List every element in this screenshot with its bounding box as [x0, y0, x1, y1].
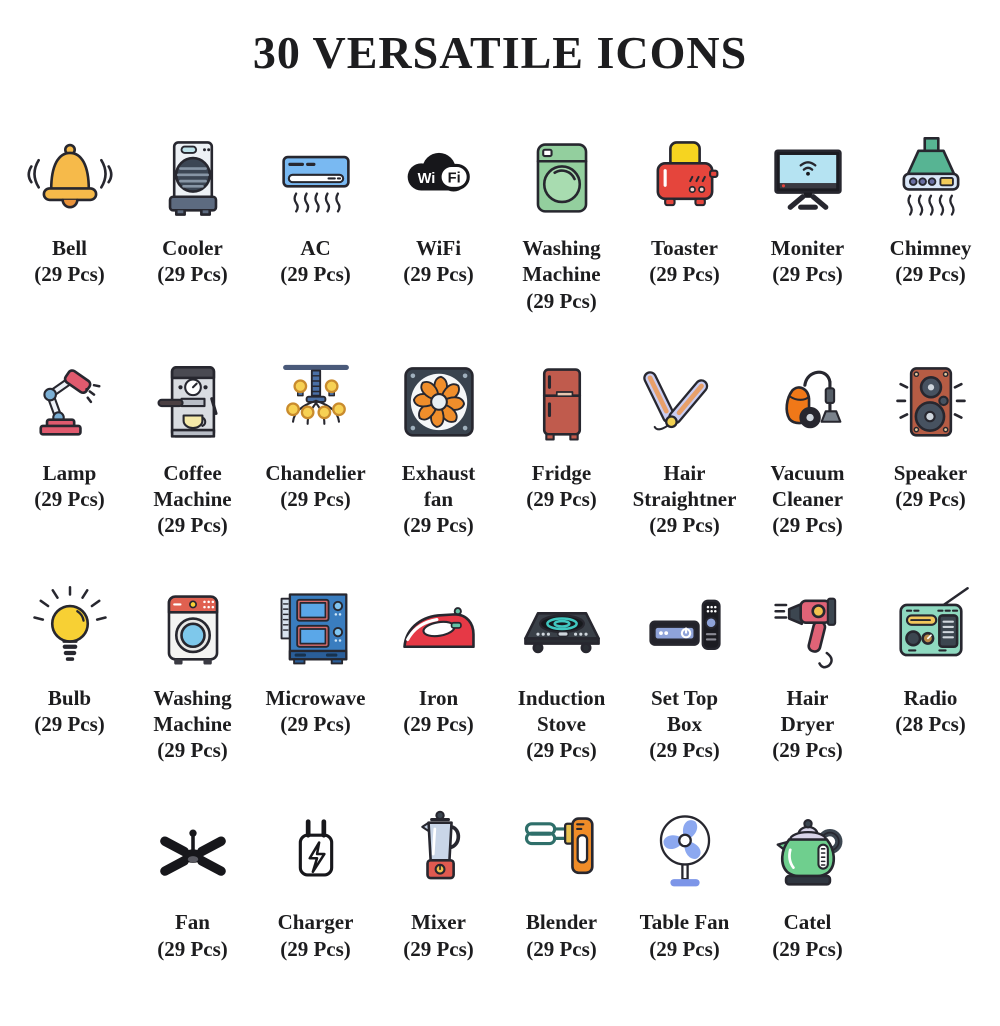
- icon-label: Bell (29 Pcs): [34, 236, 105, 287]
- icon-label: WiFi (29 Pcs): [403, 236, 474, 287]
- icon-card-blender: [500, 805, 623, 962]
- kettle-icon: [746, 805, 869, 901]
- icon-label: Toaster (29 Pcs): [649, 236, 720, 287]
- icon-label: Chandelier (29 Pcs): [265, 460, 366, 511]
- ac-icon: [254, 131, 377, 227]
- lamp-icon: [8, 356, 131, 452]
- icon-card-chandelier: [254, 356, 377, 513]
- icon-card-induction-stove: [500, 581, 623, 764]
- icon-label: Mixer (29 Pcs): [403, 910, 474, 961]
- icon-card-wifi: [377, 131, 500, 288]
- coffee-machine-icon: [131, 356, 254, 452]
- icon-card-cooler: [131, 131, 254, 288]
- icon-label: Set Top Box (29 Pcs): [649, 685, 720, 762]
- chimney-icon: [869, 131, 992, 227]
- vacuum-cleaner-icon: [746, 356, 869, 452]
- microwave-icon: [254, 581, 377, 677]
- icon-label: Induction Stove (29 Pcs): [517, 685, 606, 762]
- set-top-box-icon: [623, 581, 746, 677]
- icon-card-exhaust-fan: [377, 356, 500, 539]
- monitor-icon: [746, 131, 869, 227]
- icon-label: Bulb (29 Pcs): [34, 685, 105, 736]
- chandelier-icon: [254, 356, 377, 452]
- icon-card-mixer: [377, 805, 500, 962]
- mixer-icon: [377, 805, 500, 901]
- icon-label: Exhaust fan (29 Pcs): [401, 460, 476, 538]
- icon-card-chimney: [869, 131, 992, 288]
- blender-icon: [500, 805, 623, 901]
- icon-card-iron: [377, 581, 500, 738]
- bulb-icon: [8, 581, 131, 677]
- icon-card-toaster: [623, 131, 746, 288]
- wifi-badge-wi: Wi: [417, 171, 435, 188]
- icon-card-fridge: [500, 356, 623, 513]
- icon-label: Microwave (29 Pcs): [265, 685, 366, 736]
- icon-label: Iron (29 Pcs): [403, 685, 474, 736]
- icon-label: Speaker (29 Pcs): [893, 460, 968, 511]
- icon-card-coffee-machine: [131, 356, 254, 539]
- icon-card-washing-machine-green: [500, 131, 623, 314]
- icon-label: Hair Dryer (29 Pcs): [772, 685, 843, 762]
- icon-card-monitor: [746, 131, 869, 288]
- speaker-icon: [869, 356, 992, 452]
- icon-card-ceiling-fan: [131, 805, 254, 962]
- icon-card-lamp: [8, 356, 131, 513]
- icon-label: Lamp (29 Pcs): [34, 460, 105, 511]
- washing-machine-white-icon: [131, 581, 254, 677]
- washing-machine-green-icon: [500, 131, 623, 227]
- icon-label: Chimney (29 Pcs): [889, 236, 972, 287]
- table-fan-icon: [623, 805, 746, 901]
- hair-straightener-icon: [623, 356, 746, 452]
- iron-icon: [377, 581, 500, 677]
- icon-label: Moniter (29 Pcs): [770, 236, 845, 287]
- icon-card-hair-dryer: [746, 581, 869, 764]
- icon-card-ac: [254, 131, 377, 288]
- icon-card-speaker: [869, 356, 992, 513]
- charger-icon: [254, 805, 377, 901]
- fridge-icon: [500, 356, 623, 452]
- icon-label: Charger (29 Pcs): [277, 910, 354, 961]
- hair-dryer-icon: [746, 581, 869, 677]
- icon-card-vacuum-cleaner: [746, 356, 869, 539]
- ceiling-fan-icon: [131, 805, 254, 901]
- icon-row-1: [0, 131, 1000, 314]
- icon-label: Coffee Machine (29 Pcs): [153, 460, 232, 538]
- icon-label: Table Fan (29 Pcs): [639, 910, 730, 961]
- icon-label: Radio (28 Pcs): [895, 685, 966, 736]
- icon-row-2: [0, 356, 1000, 539]
- icon-label: Cooler (29 Pcs): [157, 236, 228, 287]
- page-title: 30 VERSATILE ICONS: [252, 27, 748, 78]
- icon-row-4: [0, 805, 1000, 962]
- cooler-icon: [131, 131, 254, 227]
- icon-card-bell: [8, 131, 131, 288]
- icon-label: Washing Machine (29 Pcs): [153, 685, 232, 762]
- icon-label: Fan (29 Pcs): [157, 910, 228, 961]
- icon-label: Vacuum Cleaner (29 Pcs): [770, 460, 845, 538]
- icon-card-washing-machine-white: [131, 581, 254, 764]
- bell-icon: [8, 131, 131, 227]
- induction-stove-icon: [500, 581, 623, 677]
- icon-label: Catel (29 Pcs): [772, 910, 843, 961]
- wifi-badge-fi: Fi: [447, 170, 461, 187]
- icon-label: Fridge (29 Pcs): [526, 460, 597, 511]
- icon-label: AC (29 Pcs): [280, 236, 351, 287]
- icon-card-bulb: [8, 581, 131, 738]
- radio-icon: [869, 581, 992, 677]
- icon-label: Washing Machine (29 Pcs): [522, 236, 601, 313]
- icon-card-table-fan: [623, 805, 746, 962]
- toaster-icon: [623, 131, 746, 227]
- icon-label: Blender (29 Pcs): [525, 910, 598, 961]
- icon-label: Hair Straightner (29 Pcs): [632, 460, 737, 538]
- icon-card-microwave: [254, 581, 377, 738]
- icon-card-charger: [254, 805, 377, 962]
- icon-card-set-top-box: [623, 581, 746, 764]
- icon-card-radio: [869, 581, 992, 738]
- icon-card-hair-straightener: [623, 356, 746, 539]
- icon-card-kettle: [746, 805, 869, 962]
- wifi-icon: [377, 131, 500, 227]
- icon-row-3: [0, 581, 1000, 764]
- exhaust-fan-icon: [377, 356, 500, 452]
